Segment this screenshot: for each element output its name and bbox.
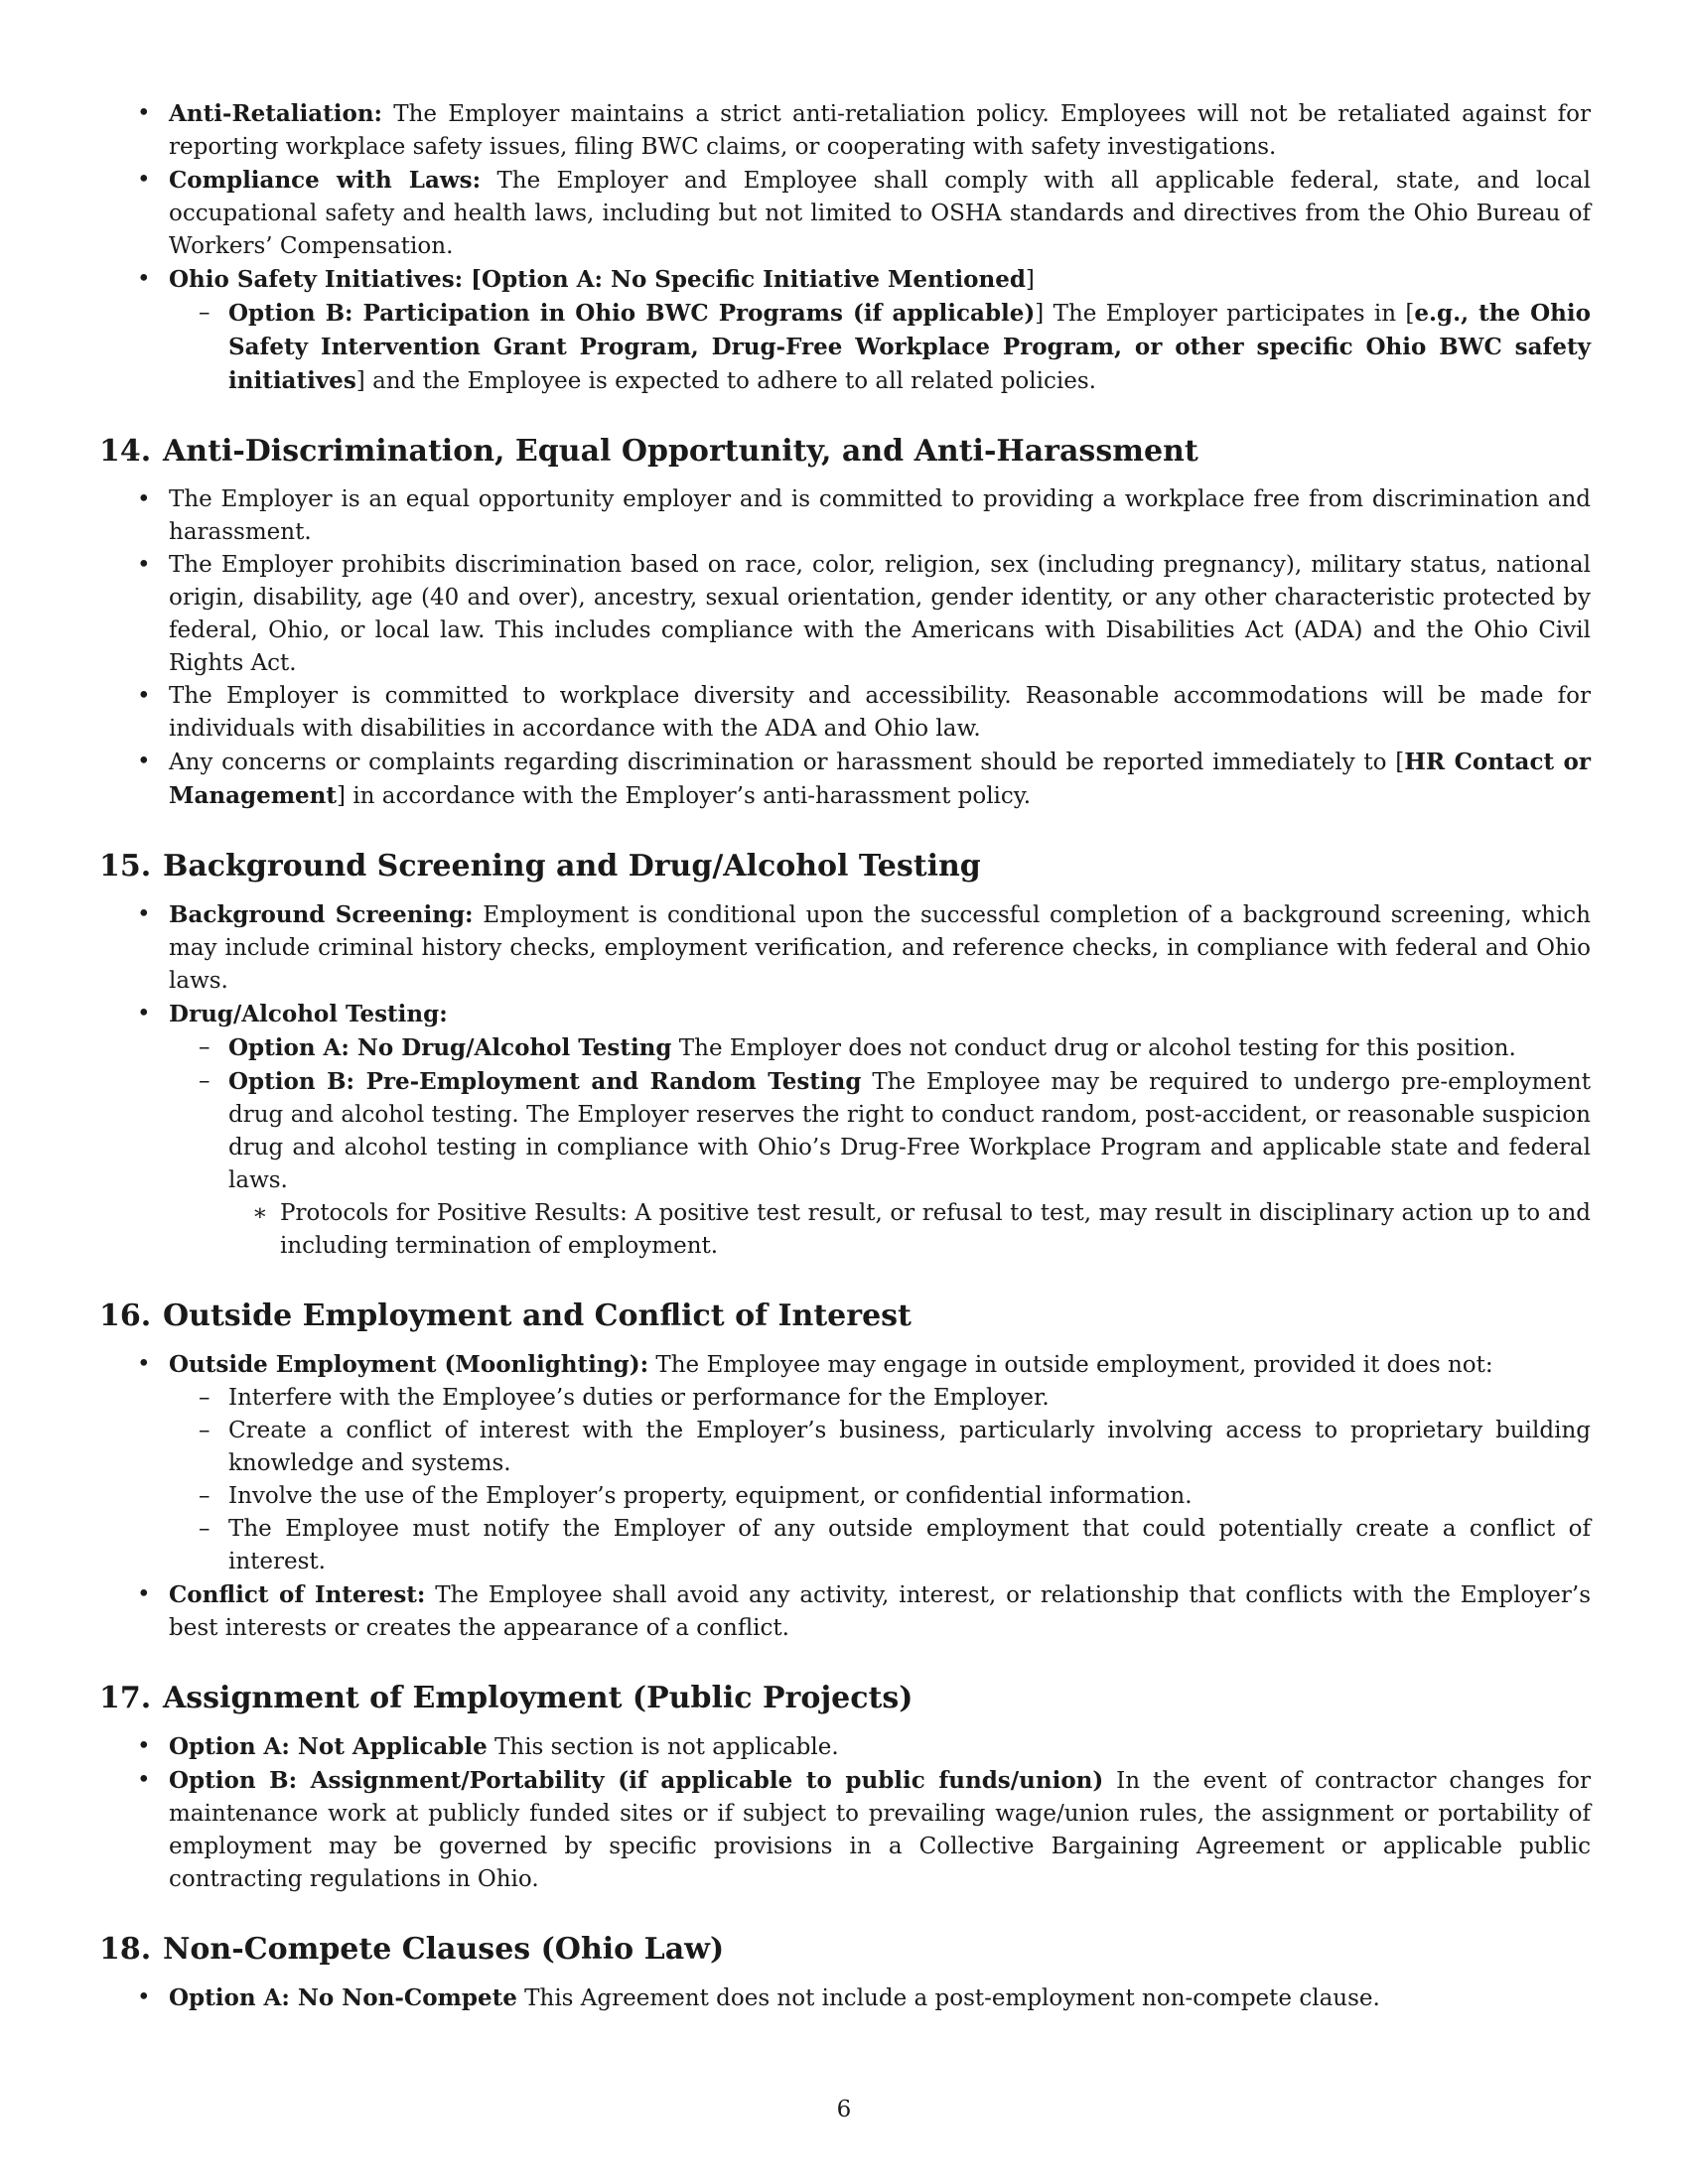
option-b-label: Option B: Assignment/Portability (if applicable to public funds/union) <box>169 1767 1104 1794</box>
outside-employment-label: Outside Employment (Moonlighting): <box>169 1351 649 1378</box>
item-text: The Employer prohibits discrimination based on race, color, religion, sex (including pregnancy), military status, national origin, disability, age (40 and over), ancestry, sexual orientation, gender identity, or any other characteristic protected by federal, Ohio, or local law. This includes compliance with the Americans with Disabilities Act (ADA) and the Ohio Civil Rights Act. <box>169 552 1591 676</box>
list-item <box>99 1578 1591 1645</box>
item-text: Employment is conditional upon the successful completion of a background screening, which may include criminal history checks, employment verification, and reference checks, in compliance with federal and Ohio laws. <box>169 902 1591 994</box>
section-number: 15. <box>99 849 152 884</box>
background-screening-label: Background Screening: <box>169 901 474 928</box>
list-item <box>99 549 1591 680</box>
drug-testing-label: Drug/Alcohol Testing: <box>169 1001 448 1027</box>
option-a-label: Option A: Not Applicable <box>169 1733 488 1760</box>
list-item <box>99 680 1591 746</box>
option-b-text: The Employer participates in [ <box>1044 301 1415 327</box>
list-item <box>99 483 1591 549</box>
section-title: Background Screening and Drug/Alcohol Testing <box>163 849 981 884</box>
section-17-list <box>99 1730 1591 1896</box>
section-16-list <box>99 1348 1591 1645</box>
list-item <box>169 1065 1591 1263</box>
list-item <box>169 1415 1591 1480</box>
section-number: 14. <box>99 434 152 469</box>
section-title: Assignment of Employment (Public Projects) <box>163 1681 914 1715</box>
list-item <box>169 1513 1591 1578</box>
item-text: Create a conflict of interest with the Employer’s business, particularly involving access to proprietary building knowledge and systems. <box>228 1418 1591 1476</box>
conflict-of-interest-label: Conflict of Interest: <box>169 1581 426 1608</box>
compliance-label: Compliance with Laws: <box>169 167 482 194</box>
item-text: In the event of contractor changes for maintenance work at publicly funded sites or if subject to prevailing wage/union rules, the assignment or portability of employment may be governed by specific provisions in a Collective Bargaining Agreement or applicable public contracting regulations in Ohio. <box>169 1768 1591 1892</box>
item-text: The Employee must notify the Employer of any outside employment that could potentially create a conflict of interest. <box>228 1516 1591 1574</box>
ohio-safety-sublist <box>228 297 1591 398</box>
option-a-label: Option A: No Non-Compete <box>169 1984 517 2011</box>
option-b-label: Option B: Pre-Employment and Random Testing <box>228 1068 862 1095</box>
section-title: Non-Compete Clauses (Ohio Law) <box>163 1932 725 1967</box>
page-number: 6 <box>836 2097 852 2122</box>
list-item <box>228 1197 1591 1263</box>
section-heading-17 <box>99 1679 1591 1718</box>
protocols-sublist <box>280 1197 1591 1263</box>
section-number: 16. <box>99 1298 152 1333</box>
section-heading-15 <box>99 847 1591 887</box>
list-item <box>99 746 1591 813</box>
item-text: The Employer is an equal opportunity employer and is committed to providing a workplace free from discrimination and harassment. <box>169 486 1591 545</box>
section-heading-16 <box>99 1297 1591 1336</box>
intro-list <box>99 97 1591 398</box>
item-text: Interfere with the Employee’s duties or performance for the Employer. <box>228 1385 1050 1411</box>
list-item <box>99 1730 1591 1764</box>
list-item <box>99 1348 1591 1578</box>
list-item <box>169 1031 1591 1065</box>
item-text: Any concerns or complaints regarding discrimination or harassment should be reported immediately to [ <box>169 750 1405 775</box>
list-item <box>99 1764 1591 1896</box>
item-text: Protocols for Positive Results: A positive test result, or refusal to test, may result in disciplinary action up to and including termination of employment. <box>280 1200 1591 1259</box>
anti-retaliation-label: Anti-Retaliation: <box>169 100 383 127</box>
drug-testing-options <box>228 1031 1591 1263</box>
item-text-end: ] in accordance with the Employer’s anti-harassment policy. <box>337 783 1032 809</box>
section-title: Anti-Discrimination, Equal Opportunity, and Anti-Harassment <box>163 434 1198 469</box>
item-text: Involve the use of the Employer’s property, equipment, or confidential information. <box>228 1483 1193 1509</box>
section-14-list <box>99 483 1591 813</box>
option-a-label: Option A: No Drug/Alcohol Testing <box>228 1034 672 1061</box>
list-item <box>99 164 1591 263</box>
item-text: This section is not applicable. <box>487 1734 839 1760</box>
ohio-safety-label: Ohio Safety Initiatives: [Option A: No Specific Initiative Mentioned <box>169 266 1026 293</box>
list-item <box>99 1981 1591 2015</box>
option-b-bracket: ] <box>1035 301 1045 327</box>
item-text: The Employee may engage in outside employment, provided it does not: <box>648 1352 1493 1378</box>
section-number: 18. <box>99 1932 152 1967</box>
section-number: 17. <box>99 1681 152 1715</box>
list-item <box>169 1382 1591 1415</box>
section-15-list <box>99 898 1591 1263</box>
option-b-label: Option B: Participation in Ohio BWC Programs (if applicable) <box>228 300 1036 327</box>
section-title: Outside Employment and Conflict of Interest <box>163 1298 912 1333</box>
option-b-programs: e.g., the Ohio Safety Intervention Grant Program, Drug-Free Workplace Program, or other specific Ohio BWC safety initiatives <box>228 300 1591 394</box>
compliance-text: The Employer and Employee shall comply with all applicable federal, state, and local occupational safety and health laws, including but not limited to OSHA standards and directives from the Ohio Bureau of Workers’ Compensation. <box>169 168 1591 259</box>
list-item <box>99 898 1591 998</box>
section-heading-14 <box>99 432 1591 472</box>
outside-employment-conditions <box>228 1382 1591 1578</box>
list-item <box>99 263 1591 398</box>
ohio-safety-bracket: ] <box>1025 267 1035 293</box>
document-page <box>99 97 1591 2015</box>
list-item <box>99 97 1591 164</box>
item-text: This Agreement does not include a post-employment non-compete clause. <box>516 1985 1380 2011</box>
item-text: The Employer does not conduct drug or alcohol testing for this position. <box>671 1035 1516 1061</box>
list-item <box>169 297 1591 398</box>
list-item <box>169 1480 1591 1513</box>
anti-retaliation-text: The Employer maintains a strict anti-retaliation policy. Employees will not be retaliated against for reporting workplace safety issues, filing BWC claims, or cooperating with safety investigations. <box>169 101 1591 160</box>
section-18-list <box>99 1981 1591 2015</box>
list-item <box>99 998 1591 1263</box>
item-text: The Employee may be required to undergo pre-employment drug and alcohol testing. The Employer reserves the right to conduct random, post-accident, or reasonable suspicion drug and alcohol testing in compliance with Ohio’s Drug-Free Workplace Program and applicable state and federal laws. <box>228 1069 1591 1193</box>
section-heading-18 <box>99 1930 1591 1970</box>
item-text: The Employer is committed to workplace diversity and accessibility. Reasonable accommodations will be made for individuals with disabilities in accordance with the ADA and Ohio law. <box>169 683 1591 742</box>
option-b-text-end: ] and the Employee is expected to adhere to all related policies. <box>355 368 1096 394</box>
hr-contact-placeholder: HR Contact or Management <box>169 749 1592 809</box>
item-text: The Employee shall avoid any activity, interest, or relationship that conflicts with the Employer’s best interests or creates the appearance of a conflict. <box>169 1582 1591 1641</box>
